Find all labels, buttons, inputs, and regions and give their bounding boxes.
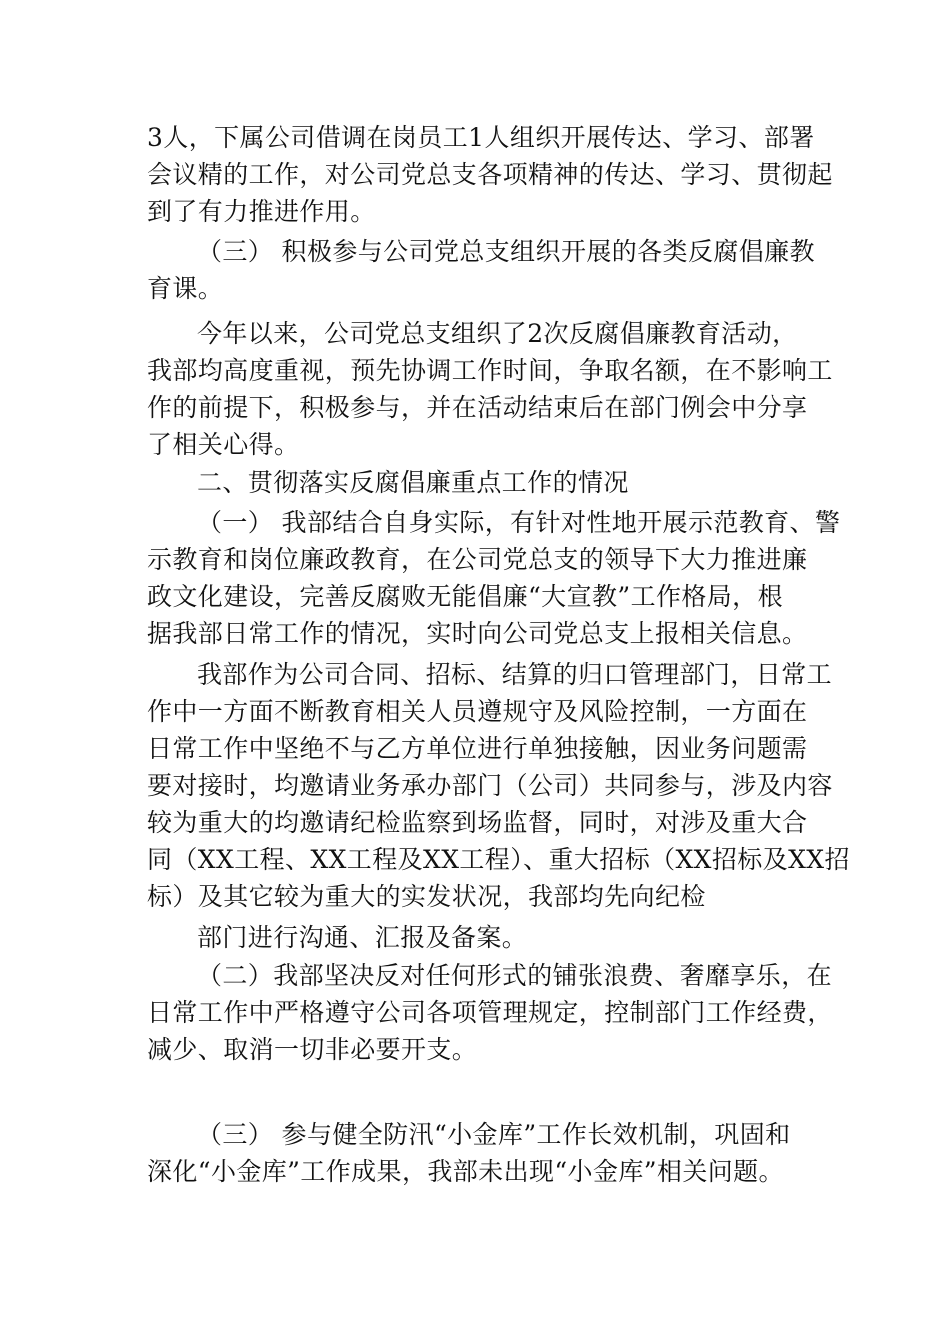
text-line: 作的前提下，积极参与，并在活动结束后在部门例会中分享	[147, 393, 808, 422]
text-line: 同（XX工程、XX工程及XX工程）、重大招标（XX招标及XX招	[147, 845, 850, 874]
text-line: 减少、取消一切非必要开支。	[147, 1035, 478, 1064]
paragraph-start: （二）我部坚决反对任何形式的铺张浪费、奢靡享乐，在	[197, 961, 833, 990]
text-line: 作中一方面不断教育相关人员遵规守及风险控制，一方面在	[147, 697, 808, 726]
text-line: 示教育和岗位廉政教育，在公司党总支的领导下大力推进廉	[147, 545, 808, 574]
text-line: 部门进行沟通、汇报及备案。	[197, 923, 528, 952]
paragraph-start: 我部作为公司合同、招标、结算的归口管理部门，日常工	[197, 660, 833, 689]
section-heading: 二、贯彻落实反腐倡廉重点工作的情况	[197, 468, 629, 497]
text-line: 据我部日常工作的情况，实时向公司党总支上报相关信息。	[147, 619, 808, 648]
text-line: 标）及其它较为重大的实发状况，我部均先向纪检	[147, 882, 706, 911]
text-line: 日常工作中严格遵守公司各项管理规定，控制部门工作经费，	[147, 998, 833, 1027]
text-line: 政文化建设，完善反腐败无能倡廉“大宣教”工作格局，根	[147, 582, 783, 611]
text-line: 深化“小金库”工作成果，我部未出现“小金库”相关问题。	[147, 1157, 784, 1186]
paragraph-start: （一） 我部结合自身实际，有针对性地开展示范教育、警	[197, 508, 841, 537]
text-line: 要对接时，均邀请业务承办部门（公司）共同参与，涉及内容	[147, 771, 833, 800]
text-line: 育课。	[147, 274, 224, 303]
text-line: 较为重大的均邀请纪检监察到场监督，同时，对涉及重大合	[147, 808, 808, 837]
text-line: 我部均高度重视，预先协调工作时间，争取名额，在不影响工	[147, 356, 833, 385]
paragraph-start: 今年以来，公司党总支组织了2次反腐倡廉教育活动，	[197, 319, 798, 348]
text-line: 到了有力推进作用。	[147, 197, 376, 226]
section-heading: （三） 积极参与公司党总支组织开展的各类反腐倡廉教	[197, 237, 815, 266]
text-line: 会议精的工作，对公司党总支各项精神的传达、学习、贯彻起	[147, 160, 833, 189]
text-line: 了相关心得。	[147, 430, 300, 459]
text-line: 日常工作中坚绝不与乙方单位进行单独接触，因业务问题需	[147, 734, 808, 763]
text-line: 3人，下属公司借调在岗员工1人组织开展传达、学习、部署	[147, 123, 815, 152]
paragraph-start: （三） 参与健全防汛“小金库”工作长效机制，巩固和	[197, 1120, 791, 1149]
